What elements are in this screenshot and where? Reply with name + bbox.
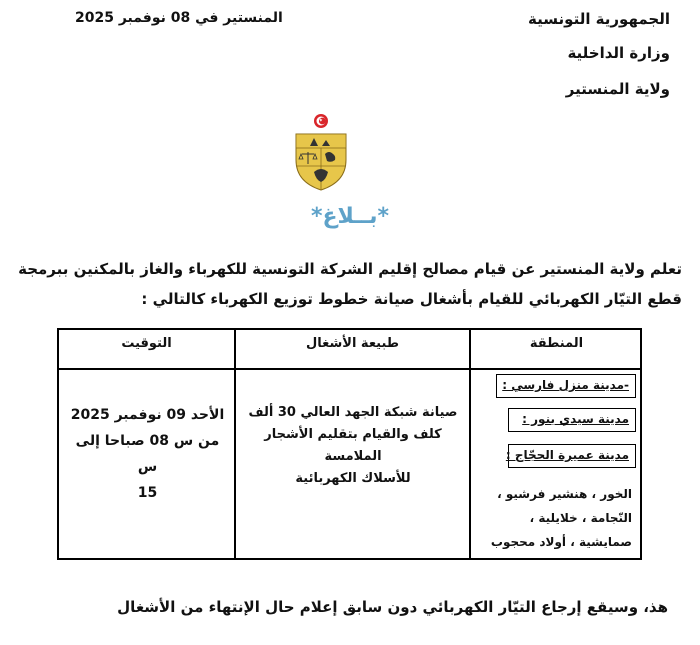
time-description	[65, 402, 230, 506]
announcement-title: *بــلاغ*	[310, 204, 390, 229]
header-zone: المنطقة	[529, 336, 584, 351]
zone-sidi-bennour: مدينة سيدي بنور :	[508, 408, 636, 432]
outage-table	[57, 328, 642, 560]
list-item: النّجامة ، خلايلية ،	[529, 511, 632, 525]
time-line: 15	[137, 485, 158, 501]
time-line: الأحد 09 نوفمبر 2025	[70, 407, 225, 423]
header-work: طبيعة الأشغال	[305, 336, 400, 351]
table-divider	[234, 330, 236, 558]
closing-note: هذ، وسيقع إرجاع التيّار الكهربائي دون سابق إعلام حال الإنتهاء من الأشغال	[117, 598, 668, 616]
intro-line-1: تعلم ولاية المنستير عن قيام مصالح إقليم الشركة التونسية للكهرباء والغاز بالمكنين ببرمجة	[18, 260, 682, 278]
work-line: للأسلاك الكهربائية	[295, 471, 411, 486]
republic-name: الجمهورية التونسية	[528, 10, 670, 28]
zone-menzel-farsi: -مدينة منزل فارسي :	[496, 374, 636, 398]
list-item: صمايشية ، أولاد محجوب	[490, 535, 632, 549]
date-line: المنستير في 08 نوفمبر 2025	[75, 10, 283, 26]
time-line: من س 08 صباحا إلى س	[75, 433, 220, 475]
list-item: الخور ، هنشير فرشيو ،	[497, 487, 632, 501]
work-line: كلف والقيام بتقليم الأشجار الملامسة	[264, 427, 442, 464]
header-time: التوقيت	[121, 336, 172, 351]
governorate-name: ولاية المنستير	[565, 80, 670, 98]
work-description	[242, 402, 464, 490]
work-line: صيانة شبكة الجهد العالي 30 ألف	[248, 405, 458, 420]
table-divider	[469, 330, 471, 558]
tunisia-coat-of-arms-icon	[292, 112, 350, 192]
intro-line-2: قطع التيّار الكهربائي للقيام بأشغال صيانة خطوط توزيع الكهرباء كالتالي :	[141, 290, 682, 308]
table-header-divider	[59, 368, 640, 370]
ministry-name: وزارة الداخلية	[567, 44, 670, 62]
localities-list	[472, 482, 632, 554]
zone-amiret-hajjaj: مدينة عميرة الحجّاج :	[508, 444, 636, 468]
